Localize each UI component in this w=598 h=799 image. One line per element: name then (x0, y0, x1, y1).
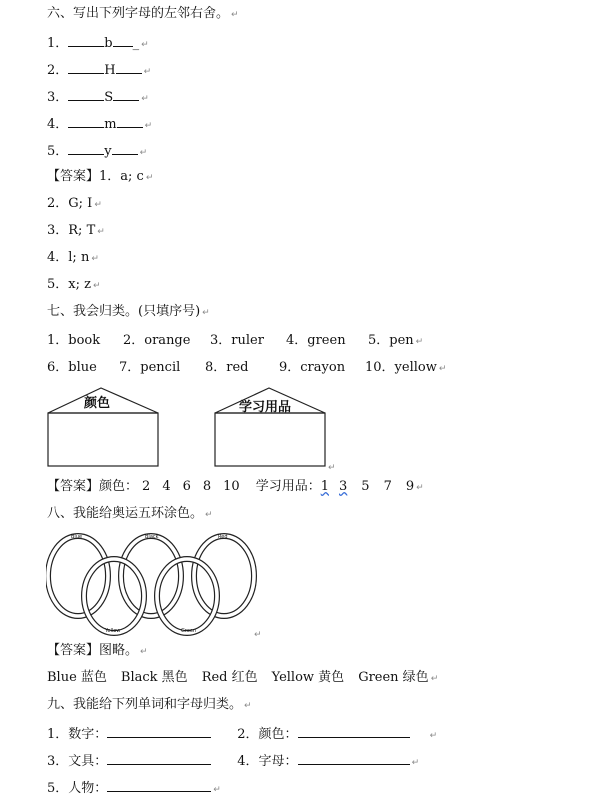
section7-row-2: 6．blue 7．pencil 8．red 9．crayon 10．yellow ↵ (47, 360, 447, 375)
supplies-box-label: 学习用品 (239, 400, 292, 415)
word-item: 4．green (286, 333, 346, 348)
ring-label-red: Red (218, 534, 228, 540)
word-item: 6．blue (47, 360, 97, 375)
ring-label-black: Black (145, 534, 159, 540)
supplies-box (213, 385, 328, 469)
section6-item-5: 5． y ↵ (47, 141, 147, 162)
olympic-rings (46, 528, 258, 636)
colors-box-label: 颜色 (84, 396, 111, 411)
section8-color-words: Blue 蓝色 Black 黑色 Red 红色 Yellow 黄色 Green 绿色 ↵ (47, 670, 439, 685)
section6-item-3: 3． S ↵ (47, 87, 149, 108)
section9-row-1: 1．数字： 2．颜色： ↵ (47, 724, 437, 745)
section8-heading: 八、我能给奥运五环涂色。 ↵ (47, 506, 213, 521)
section6-heading: 六、写出下列字母的左邻右舍。 ↵ (47, 6, 239, 21)
section9-heading: 九、我能给下列单词和字母归类。 ↵ (47, 697, 252, 712)
section7-answer: 【答案】颜色： 2 4 6 8 10 学习用品：1 3 5 7 9 ↵ (47, 479, 424, 494)
section6-answer-3: 3．R; T ↵ (47, 223, 105, 238)
word-item: 8．red (205, 360, 249, 375)
para-mark: ↵ (328, 463, 336, 473)
section6-answer-1: 【答案】1．a; c ↵ (47, 169, 154, 184)
word-item: 10．yellow (365, 360, 437, 375)
word-item: 2．orange (123, 333, 191, 348)
para-mark: ↵ (254, 630, 262, 640)
ring-label-green: Green (181, 628, 197, 634)
section6-item-1: 1． b _ ↵ (47, 33, 149, 54)
section8-answer: 【答案】图略。 ↵ (47, 643, 148, 658)
section7-heading: 七、我会归类。(只填序号) ↵ (47, 304, 210, 319)
section6-item-2: 2． H ↵ (47, 60, 151, 81)
word-item: 3．ruler (210, 333, 264, 348)
section9-row-2: 3．文具： 4．字母： ↵ (47, 751, 419, 772)
section6-item-4: 4． m ↵ (47, 114, 152, 135)
ring-label-blue: Blue (71, 534, 83, 540)
section6-answer-4: 4．l; n ↵ (47, 250, 99, 265)
word-item: 1．book (47, 333, 101, 348)
section6-answer-5: 5．x; z ↵ (47, 277, 101, 292)
section9-row-3: 5．人物： ↵ (47, 778, 221, 799)
word-item: 7．pencil (119, 360, 181, 375)
word-item: 9．crayon (279, 360, 346, 375)
ring-label-yellow: Yellow (105, 628, 121, 634)
section6-answer-2: 2．G; I ↵ (47, 196, 102, 211)
word-item: 5．pen (368, 333, 414, 348)
section7-row-1: 1．book 2．orange 3．ruler 4．green 5．pen ↵ (47, 333, 424, 348)
